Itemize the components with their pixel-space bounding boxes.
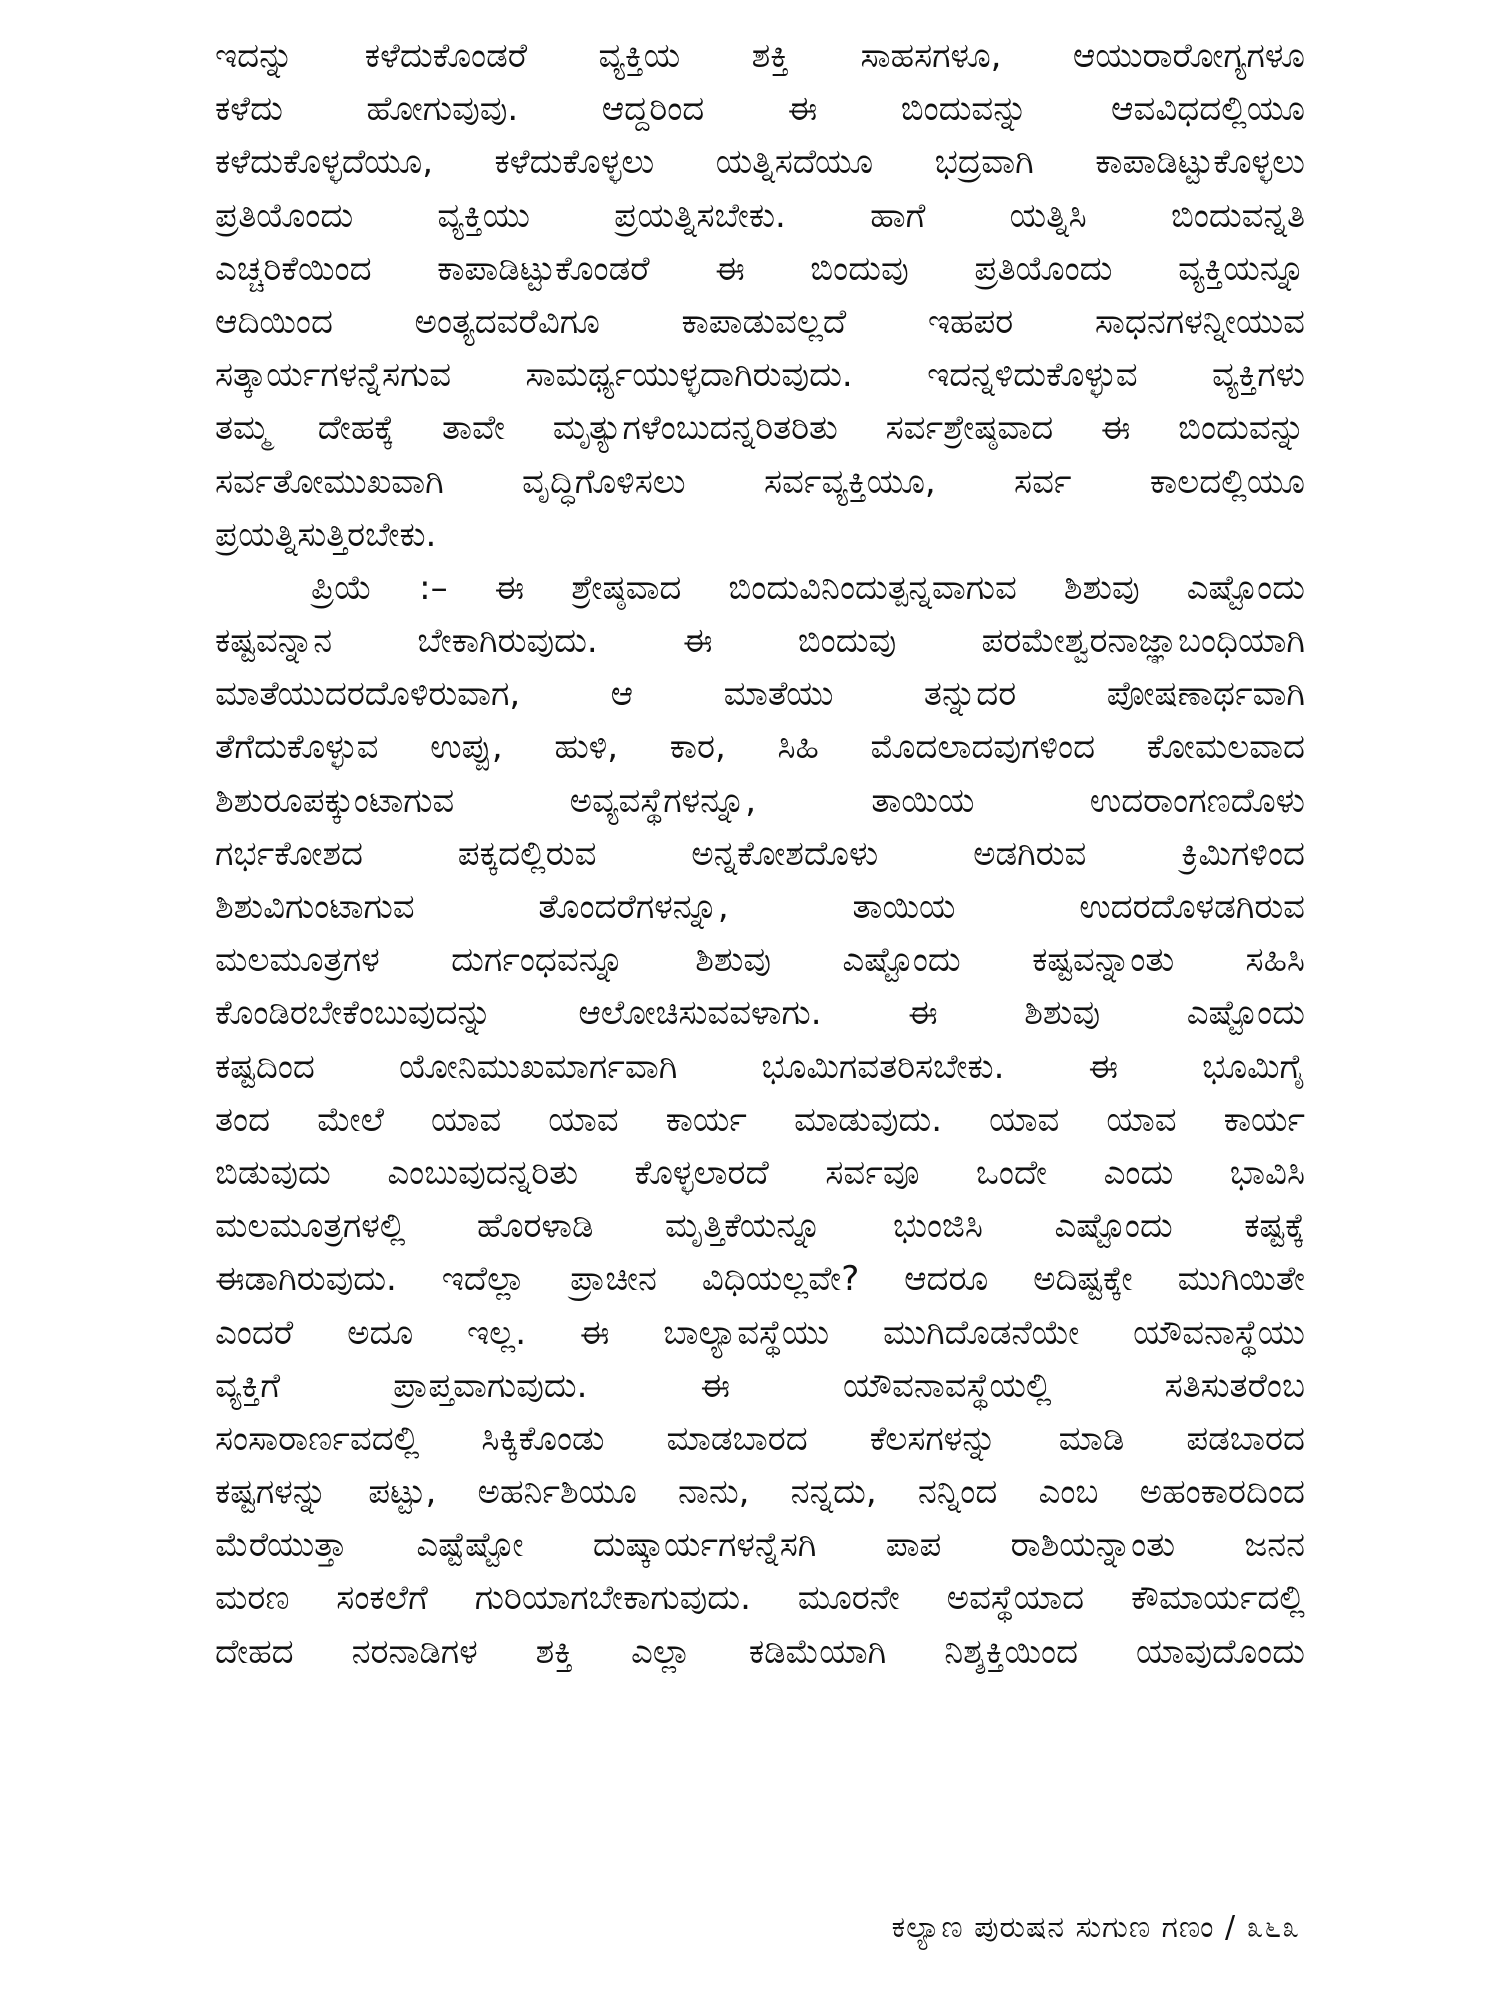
- paragraph-2: [215, 562, 1305, 1679]
- text-line: ಸರ್ವತೋಮುಖವಾಗಿ ವೃದ್ಧಿಗೊಳಿಸಲು ಸರ್ವವ್ಯಕ್ತಿಯೂ, ಸರ್ವ ಕಾಲದಲ್ಲಿಯೂ: [215, 461, 1305, 502]
- text-line: ಮಾತೆಯುದರದೊಳಿರುವಾಗ, ಆ ಮಾತೆಯು ತನ್ನುದರ ಪೋಷಣಾರ್ಥವಾಗಿ: [215, 674, 1305, 715]
- text-line: ಪ್ರತಿಯೊಂದು ವ್ಯಕ್ತಿಯು ಪ್ರಯತ್ನಿಸಬೇಕು. ಹಾಗೆ ಯತ್ನಿಸಿ ಬಿಂದುವನ್ನತಿ: [215, 195, 1305, 236]
- text-line: ಕಷ್ಟಗಳನ್ನು ಪಟ್ಟು, ಅಹರ್ನಿಶಿಯೂ ನಾನು, ನನ್ನದು, ನನ್ನಿಂದ ಎಂಬ ಅಹಂಕಾರದಿಂದ: [215, 1472, 1305, 1513]
- text-line: ಎಚ್ಚರಿಕೆಯಿಂದ ಕಾಪಾಡಿಟ್ಟುಕೊಂಡರೆ ಈ ಬಿಂದುವು ಪ್ರತಿಯೊಂದು ವ್ಯಕ್ತಿಯನ್ನೂ: [215, 248, 1305, 289]
- text-line: ಪ್ರಯತ್ನಿಸುತ್ತಿರಬೇಕು.: [215, 514, 437, 555]
- text-line: ಕಳೆದುಕೊಳ್ಳದೆಯೂ, ಕಳೆದುಕೊಳ್ಳಲು ಯತ್ನಿಸದೆಯೂ ಭದ್ರವಾಗಿ ಕಾಪಾಡಿಟ್ಟುಕೊಳ್ಳಲು: [215, 142, 1305, 183]
- page-footer: ಕಲ್ಯಾಣ ಪುರುಷನ ಸುಗುಣ ಗಣಂ / ೩೬೩: [891, 1910, 1300, 1945]
- text-line: ಸಂಸಾರಾರ್ಣವದಲ್ಲಿ ಸಿಕ್ಕಿಕೊಂಡು ಮಾಡಬಾರದ ಕೆಲಸಗಳನ್ನು ಮಾಡಿ ಪಡಬಾರದ: [215, 1418, 1305, 1459]
- text-line: ದೇಹದ ನರನಾಡಿಗಳ ಶಕ್ತಿ ಎಲ್ಲಾ ಕಡಿಮೆಯಾಗಿ ನಿಶ್ಶಕ್ತಿಯಿಂದ ಯಾವುದೊಂದು: [215, 1631, 1305, 1672]
- text-line: ತಮ್ಮ ದೇಹಕ್ಕೆ ತಾವೇ ಮೃತ್ಯುಗಳೆಂಬುದನ್ನರಿತರಿತು ಸರ್ವಶ್ರೇಷ್ಠವಾದ ಈ ಬಿಂದುವನ್ನು: [215, 408, 1305, 449]
- text-line: ಬಿಡುವುದು ಎಂಬುವುದನ್ನರಿತು ಕೊಳ್ಳಲಾರದೆ ಸರ್ವವೂ ಒಂದೇ ಎಂದು ಭಾವಿಸಿ: [215, 1152, 1305, 1193]
- text-line: ಎಂದರೆ ಅದೂ ಇಲ್ಲ. ಈ ಬಾಲ್ಯಾವಸ್ಥೆಯು ಮುಗಿದೊಡನೆಯೇ ಯೌವನಾಸ್ಥೆಯು: [215, 1312, 1305, 1353]
- text-line: ವ್ಯಕ್ತಿಗೆ ಪ್ರಾಪ್ತವಾಗುವುದು. ಈ ಯೌವನಾವಸ್ಥೆಯಲ್ಲಿ ಸತಿಸುತರೆಂಬ: [215, 1365, 1305, 1406]
- text-line: ಮೆರೆಯುತ್ತಾ ಎಷ್ಟೆಷ್ಟೋ ದುಷ್ಕಾರ್ಯಗಳನ್ನೆಸಗಿ ಪಾಪ ರಾಶಿಯನ್ನಾಂತು ಜನನ: [215, 1525, 1305, 1566]
- paragraph-1: [215, 30, 1305, 562]
- text-line: ಮರಣ ಸಂಕಲೆಗೆ ಗುರಿಯಾಗಬೇಕಾಗುವುದು. ಮೂರನೇ ಅವಸ್ಥೆಯಾದ ಕೌಮಾರ್ಯದಲ್ಲಿ: [215, 1578, 1305, 1619]
- text-line: ಗರ್ಭಕೋಶದ ಪಕ್ಕದಲ್ಲಿರುವ ಅನ್ನಕೋಶದೊಳು ಅಡಗಿರುವ ಕ್ರಿಮಿಗಳಿಂದ: [215, 833, 1305, 874]
- text-line: ಸತ್ಕಾರ್ಯಗಳನ್ನೆಸಗುವ ಸಾಮರ್ಥ್ಯಯುಳ್ಳದಾಗಿರುವುದು. ಇದನ್ನಳಿದುಕೊಳ್ಳುವ ವ್ಯಕ್ತಿಗಳು: [215, 355, 1305, 396]
- text-line: ಕಳೆದು ಹೋಗುವುವು. ಆದ್ದರಿಂದ ಈ ಬಿಂದುವನ್ನು ಆವವಿಧದಲ್ಲಿಯೂ: [215, 89, 1305, 130]
- text-line: ಕಷ್ಟವನ್ನಾನ ಬೇಕಾಗಿರುವುದು. ಈ ಬಿಂದುವು ಪರಮೇಶ್ವರನಾಜ್ಞಾಬಂಧಿಯಾಗಿ: [215, 621, 1305, 662]
- text-line: ಕಷ್ಟದಿಂದ ಯೋನಿಮುಖಮಾರ್ಗವಾಗಿ ಭೂಮಿಗವತರಿಸಬೇಕು. ಈ ಭೂಮಿಗೈ: [215, 1046, 1305, 1087]
- text-line: ತೆಗೆದುಕೊಳ್ಳುವ ಉಪ್ಪು, ಹುಳಿ, ಕಾರ, ಸಿಹಿ ಮೊದಲಾದವುಗಳಿಂದ ಕೋಮಲವಾದ: [215, 727, 1305, 768]
- text-line: ಕೊಂಡಿರಬೇಕೆಂಬುವುದನ್ನು ಆಲೋಚಿಸುವವಳಾಗು. ಈ ಶಿಶುವು ಎಷ್ಟೊಂದು: [215, 993, 1305, 1034]
- text-line: ಇದನ್ನು ಕಳೆದುಕೊಂಡರೆ ವ್ಯಕ್ತಿಯ ಶಕ್ತಿ ಸಾಹಸಗಳೂ, ಆಯುರಾರೋಗ್ಯಗಳೂ: [215, 36, 1305, 76]
- text-line: ಈಡಾಗಿರುವುದು. ಇದೆಲ್ಲಾ ಪ್ರಾಚೀನ ವಿಧಿಯಲ್ಲವೇ? ಆದರೂ ಅದಿಷ್ಟಕ್ಕೇ ಮುಗಿಯಿತೇ: [215, 1259, 1305, 1300]
- text-line: ತಂದ ಮೇಲೆ ಯಾವ ಯಾವ ಕಾರ್ಯ ಮಾಡುವುದು. ಯಾವ ಯಾವ ಕಾರ್ಯ: [215, 1099, 1305, 1140]
- text-line: ಶಿಶುರೂಪಕ್ಕುಂಟಾಗುವ ಅವ್ಯವಸ್ಥೆಗಳನ್ನೂ, ತಾಯಿಯ ಉದರಾಂಗಣದೊಳು: [215, 780, 1305, 821]
- text-line: ಆದಿಯಿಂದ ಅಂತ್ಯದವರೆವಿಗೂ ಕಾಪಾಡುವಲ್ಲದೆ ಇಹಪರ ಸಾಧನಗಳನ್ನೀಯುವ: [215, 301, 1305, 342]
- body-text: [215, 30, 1305, 1679]
- text-line: ಮಲಮೂತ್ರಗಳಲ್ಲಿ ಹೊರಳಾಡಿ ಮೃತ್ತಿಕೆಯನ್ನೂ ಭುಂಜಿಸಿ ಎಷ್ಟೊಂದು ಕಷ್ಟಕ್ಕೆ: [215, 1206, 1305, 1247]
- text-line: ಶಿಶುವಿಗುಂಟಾಗುವ ತೊಂದರೆಗಳನ್ನೂ, ತಾಯಿಯ ಉದರದೊಳಡಗಿರುವ: [215, 887, 1305, 927]
- text-line: ಮಲಮೂತ್ರಗಳ ದುರ್ಗಂಧವನ್ನೂ ಶಿಶುವು ಎಷ್ಟೊಂದು ಕಷ್ಟವನ್ನಾಂತು ಸಹಿಸಿ: [215, 940, 1305, 981]
- text-line: ಪ್ರಿಯೆ :– ಈ ಶ್ರೇಷ್ಠವಾದ ಬಿಂದುವಿನಿಂದುತ್ಪನ್ನವಾಗುವ ಶಿಶುವು ಎಷ್ಟೊಂದು: [311, 567, 1305, 608]
